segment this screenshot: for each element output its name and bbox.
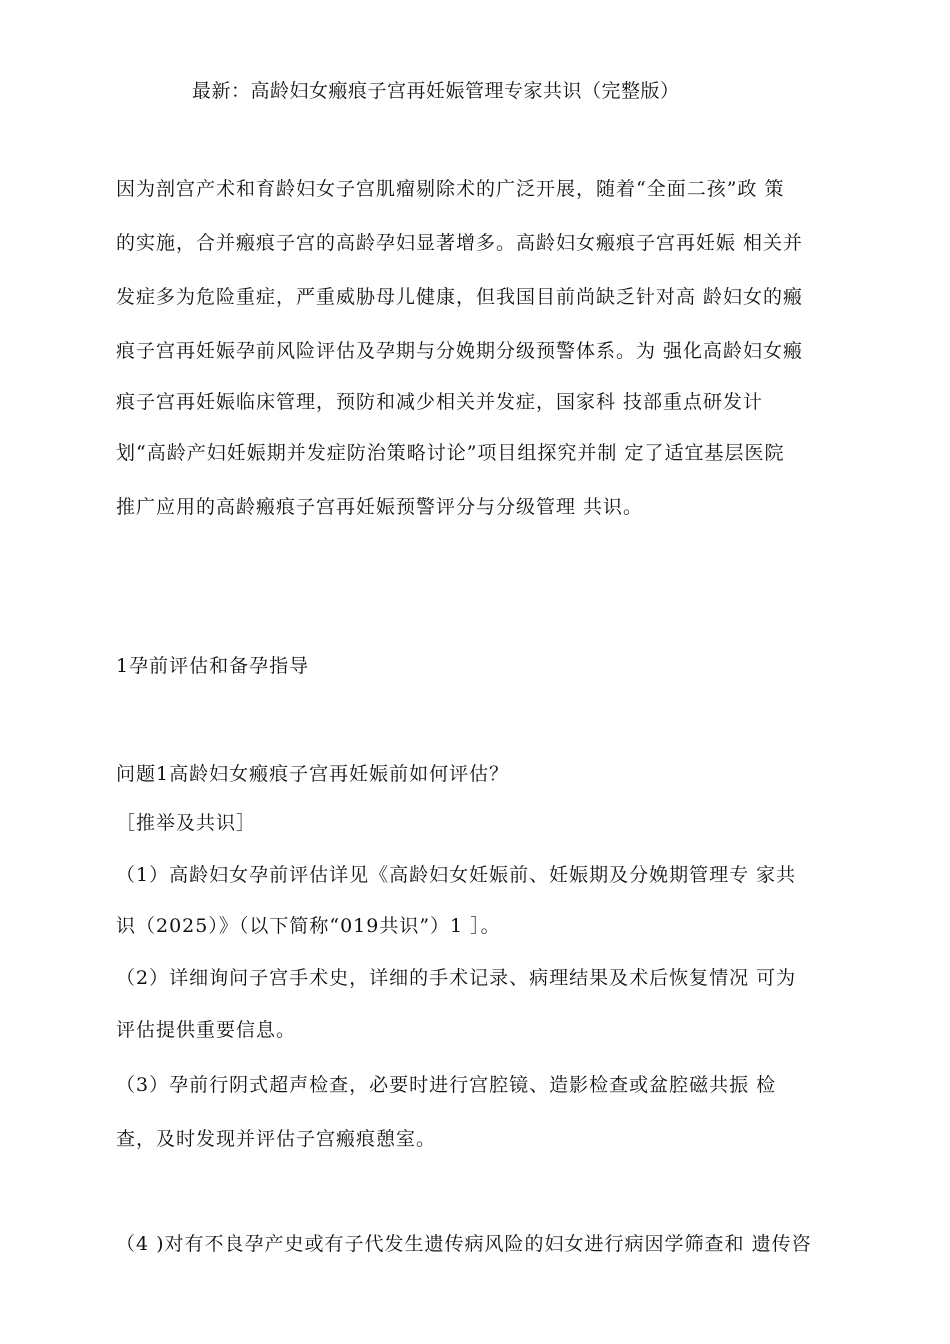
- item-2-line-2: 评估提供重要信息。: [116, 1019, 297, 1041]
- item-1-line-1: （1）高龄妇女孕前评估详见《高龄妇女妊娠前、妊娠期及分娩期管理专 家共: [116, 864, 797, 886]
- intro-line-2: 的实施，合并瘢痕子宫的高龄孕妇显著增多。高龄妇女瘢痕子宫再妊娠 相关并: [116, 232, 804, 254]
- intro-line-5: 痕子宫再妊娠临床管理，预防和减少相关并发症，国家科 技部重点研发计: [116, 391, 764, 413]
- question-heading: 问题1高龄妇女瘢痕子宫再妊娠前如何评估？: [116, 763, 510, 785]
- item-1-line-2: 识（2025）》（以下简称“019共识”）1 ］。: [116, 915, 501, 937]
- intro-line-6: 划“高龄产妇妊娠期并发症防治策略讨论”项目组探究并制 定了适宜基层医院: [116, 442, 785, 464]
- item-2-line-1: （2）详细询问子宫手术史，详细的手术记录、病理结果及术后恢复情况 可为: [116, 967, 797, 989]
- item-3-line-1: （3）孕前行阴式超声检查，必要时进行宫腔镜、造影检查或盆腔磁共振 检: [116, 1074, 777, 1096]
- intro-line-7: 推广应用的高龄瘢痕子宫再妊娠预警评分与分级管理 共识。: [116, 496, 644, 518]
- item-3-line-2: 查，及时发现并评估子宫瘢痕憩室。: [116, 1128, 437, 1150]
- recommend-label: ［推举及共识］: [116, 812, 257, 834]
- intro-line-4: 痕子宫再妊娠孕前风险评估及孕期与分娩期分级预警体系。为 强化高龄妇女瘢: [116, 340, 804, 362]
- intro-line-1: 因为剖宫产术和育龄妇女子宫肌瘤剔除术的广泛开展，随着“全面二孩”政 策: [116, 178, 785, 200]
- section-heading: 1孕前评估和备孕指导: [116, 655, 310, 677]
- intro-line-3: 发症多为危险重症，严重威胁母儿健康，但我国目前尚缺乏针对高 龄妇女的瘢: [116, 286, 804, 308]
- item-4-line-1: （4 )对有不良孕产史或有子代发生遗传病风险的妇女进行病因学筛查和 遗传咨: [116, 1233, 812, 1255]
- document-title: 最新：高龄妇女瘢痕子宫再妊娠管理专家共识（完整版）: [192, 80, 680, 102]
